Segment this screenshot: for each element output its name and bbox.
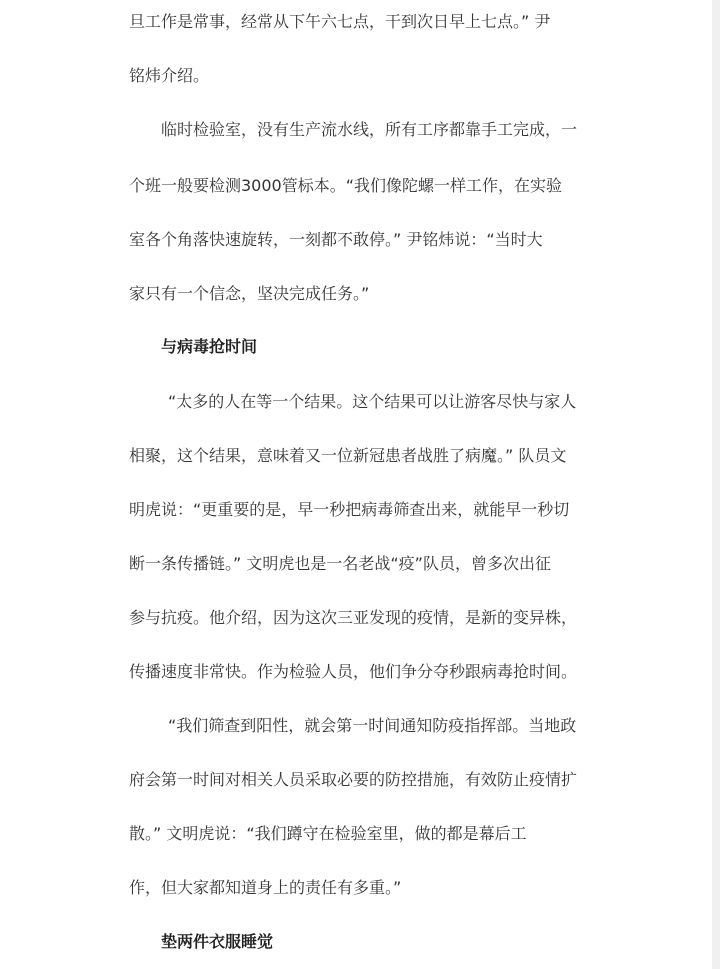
paragraph-line: 传播速度非常快。作为检验人员，他们争分夺秒跟病毒抢时间。 xyxy=(129,662,578,681)
paragraph-line: 断一条传播链。” 文明虎也是一名老战“疫”队员，曾多次出征 xyxy=(129,554,551,573)
paragraph-line: 相聚，这个结果，意味着又一位新冠患者战胜了病魔。” 队员文 xyxy=(129,446,567,465)
paragraph-line: 府会第一时间对相关人员采取必要的防控措施，有效防止疫情扩 xyxy=(129,770,578,789)
paragraph-line: 临时检验室，没有生产流水线，所有工序都靠手工完成，一 xyxy=(161,120,578,139)
paragraph-line: 旦工作是常事，经常从下午六七点，干到次日早上七点。” 尹 xyxy=(129,12,551,31)
paragraph-line: “我们筛查到阳性，就会第一时间通知防疫指挥部。当地政 xyxy=(168,716,577,735)
scrollbar-track[interactable] xyxy=(712,0,720,969)
paragraph-line: 参与抗疫。他介绍，因为这次三亚发现的疫情，是新的变异株， xyxy=(129,608,578,627)
paragraph-line: 明虎说：“更重要的是，早一秒把病毒筛查出来，就能早一秒切 xyxy=(129,500,570,519)
paragraph-line: 家只有一个信念，坚决完成任务。” xyxy=(129,284,370,303)
paragraph-line: 作，但大家都知道身上的责任有多重。” xyxy=(129,878,402,897)
paragraph-line: 个班一般要检测3000管标本。“我们像陀螺一样工作，在实验 xyxy=(129,176,563,195)
paragraph-line: 铭炜介绍。 xyxy=(129,66,210,85)
paragraph-line: “太多的人在等一个结果。这个结果可以让游客尽快与家人 xyxy=(168,392,577,411)
paragraph-line: 散。” 文明虎说：“我们蹲守在检验室里，做的都是幕后工 xyxy=(129,824,527,843)
paragraph-line: 室各个角落快速旋转，一刻都不敢停。” 尹铭炜说：“当时大 xyxy=(129,230,543,249)
section-heading: 与病毒抢时间 xyxy=(161,337,258,356)
section-heading: 垫两件衣服睡觉 xyxy=(161,932,274,951)
